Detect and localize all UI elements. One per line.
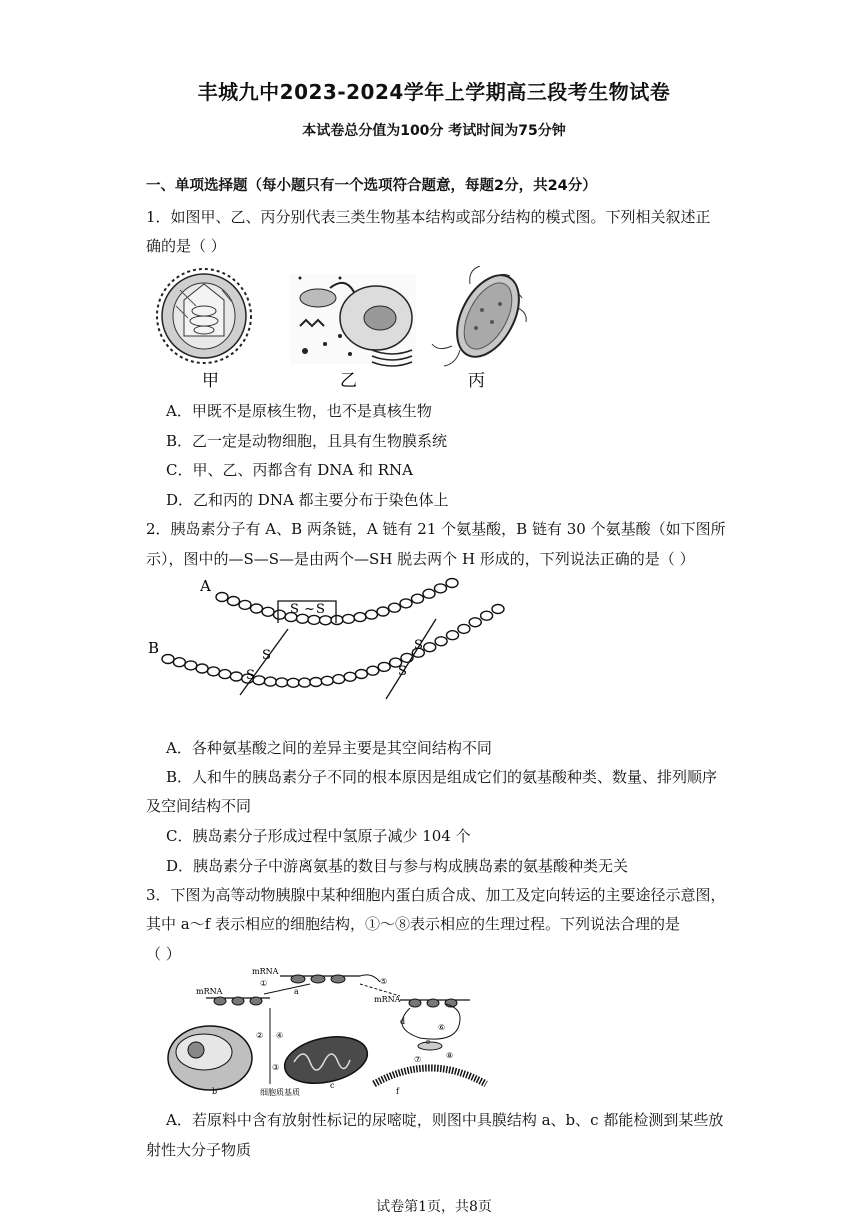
q3-stem-line1: 3．下图为高等动物胰腺中某种细胞内蛋白质合成、加工及定向转运的主要途径示意图，: [146, 886, 726, 904]
amino-acid-b: [299, 678, 311, 687]
amino-acid-a: [423, 589, 435, 598]
amino-acid-a: [389, 603, 401, 612]
amino-acid-a: [366, 610, 378, 619]
bond-s-5: S: [414, 638, 423, 653]
q2-option-c: C．胰岛素分子形成过程中氢原子减少 104 个: [166, 827, 471, 845]
mrna-label-top: mRNA: [252, 967, 279, 976]
q1-option-b: B．乙一定是动物细胞，且具有生物膜系统: [166, 432, 448, 450]
label-c: c: [330, 1081, 335, 1090]
process-7: ⑦: [414, 1055, 422, 1064]
amino-acid-a: [377, 607, 389, 616]
amino-acid-b: [276, 678, 288, 687]
q2-option-d: D．胰岛素分子中游离氨基的数目与参与构成胰岛素的氨基酸种类无关: [166, 857, 629, 875]
q2-stem-line2: 示），图中的—S—S—是由两个—SH 脱去两个 H 形成的，下列说法正确的是（ ）: [146, 550, 695, 568]
q3-option-a-line1: A．若原料中含有放射性标记的尿嘧啶，则图中具膜结构 a、b、c 都能检测到某些放: [166, 1111, 724, 1129]
amino-acid-a: [435, 584, 447, 593]
q3-protein-pathway-figure: [160, 966, 500, 1098]
amino-acid-b: [344, 672, 356, 681]
bond-s-6: S: [398, 664, 407, 679]
amino-acid-b: [458, 624, 470, 633]
cytoplasm-label: 细胞质基质: [260, 1088, 300, 1097]
bond-dash-1: ~: [304, 602, 315, 617]
exam-subtitle: 本试卷总分值为100分 考试时间为75分钟: [302, 123, 566, 139]
amino-acid-b: [287, 678, 299, 687]
amino-acid-a: [251, 604, 263, 613]
amino-acid-a: [262, 607, 274, 616]
process-3: ③: [272, 1063, 280, 1072]
q2-option-a: A．各种氨基酸之间的差异主要是其空间结构不同: [166, 739, 492, 757]
q1-stem-line1: 1．如图甲、乙、丙分别代表三类生物基本结构或部分结构的模式图。下列相关叙述正: [146, 208, 711, 226]
amino-acid-a: [331, 616, 343, 625]
bond-s-1: S: [290, 602, 299, 617]
amino-acid-b: [185, 661, 197, 670]
amino-acid-a: [239, 600, 251, 609]
amino-acid-b: [492, 605, 504, 614]
amino-acid-a: [274, 610, 286, 619]
bond-s-4: S: [246, 668, 255, 683]
process-1: ①: [260, 979, 268, 988]
q3-stem-line2: 其中 a～f 表示相应的细胞结构，①～⑧表示相应的生理过程。下列说法合理的是: [146, 915, 681, 933]
amino-acid-b: [173, 658, 185, 667]
process-8: ⑧: [446, 1051, 454, 1060]
amino-acid-a: [354, 613, 366, 622]
section-heading: 一、单项选择题（每小题只有一个选项符合题意，每题2分，共24分）: [146, 178, 597, 194]
amino-acid-b: [481, 611, 493, 620]
process-4: ④: [276, 1031, 284, 1040]
bond-s-3: S: [262, 648, 271, 663]
q2-option-b-line1: B．人和牛的胰岛素分子不同的根本原因是组成它们的氨基酸种类、数量、排列顺序: [166, 768, 718, 786]
amino-acid-b: [469, 618, 481, 627]
amino-acid-a: [412, 594, 424, 603]
exam-title: 丰城九中2023-2024学年上学期高三段考生物试卷: [197, 80, 671, 104]
q2-option-b-line2: 及空间结构不同: [146, 797, 252, 815]
amino-acid-b: [196, 664, 208, 673]
q3-stem-line3: （ ）: [146, 945, 181, 963]
cell-diagram: [290, 274, 416, 366]
amino-acid-a: [228, 597, 240, 606]
label-a: a: [294, 987, 299, 996]
q1-figure: [140, 266, 540, 396]
amino-acid-b: [447, 631, 459, 640]
amino-acid-a: [216, 593, 228, 602]
q1-option-a: A．甲既不是原核生物，也不是真核生物: [166, 402, 432, 420]
fig-label-jia: 甲: [202, 371, 219, 391]
q3-option-a-line2: 射性大分子物质: [146, 1141, 252, 1159]
q2-stem-line1: 2．胰岛素分子有 A、B 两条链，A 链有 21 个氨基酸，B 链有 30 个氨基酸（如下图所: [146, 520, 726, 538]
amino-acid-b: [162, 655, 174, 664]
q2-insulin-figure: [140, 575, 520, 710]
chain-a: [216, 579, 458, 625]
amino-acid-a: [320, 616, 332, 625]
fig-label-yi: 乙: [340, 371, 357, 391]
chain-a-label: A: [200, 577, 211, 595]
amino-acid-b: [310, 678, 322, 687]
process-5: ⑤: [380, 977, 388, 986]
amino-acid-b: [355, 670, 367, 679]
amino-acid-b: [230, 672, 242, 681]
amino-acid-b: [208, 667, 220, 676]
q1-stem-line2: 确的是（ ）: [146, 237, 226, 255]
amino-acid-a: [400, 599, 412, 608]
page-footer: 试卷第1页，共8页: [376, 1199, 492, 1215]
q1-option-c: C．甲、乙、丙都含有 DNA 和 RNA: [166, 461, 414, 479]
label-d: d: [400, 1017, 406, 1026]
amino-acid-b: [435, 637, 447, 646]
mrna-label-right: mRNA: [374, 995, 401, 1004]
amino-acid-b: [378, 662, 390, 671]
label-f: f: [396, 1087, 399, 1096]
q1-option-d: D．乙和丙的 DNA 都主要分布于染色体上: [166, 491, 449, 509]
process-6: ⑥: [438, 1023, 446, 1032]
virus-diagram: [157, 269, 251, 363]
bacterium-diagram: [432, 266, 532, 367]
amino-acid-b: [367, 666, 379, 675]
fig-label-bing: 丙: [468, 371, 485, 391]
amino-acid-b: [321, 676, 333, 685]
amino-acid-b: [424, 643, 436, 652]
amino-acid-a: [343, 614, 355, 623]
label-b: b: [212, 1087, 218, 1096]
amino-acid-b: [264, 677, 276, 686]
process-2: ②: [256, 1031, 264, 1040]
label-e: e: [426, 1038, 431, 1046]
amino-acid-b: [333, 675, 345, 684]
amino-acid-b: [219, 670, 231, 679]
amino-acid-a: [446, 579, 458, 588]
mrna-label-left: mRNA: [196, 987, 223, 996]
bond-s-2: S: [316, 602, 325, 617]
chain-b-label: B: [148, 639, 160, 657]
